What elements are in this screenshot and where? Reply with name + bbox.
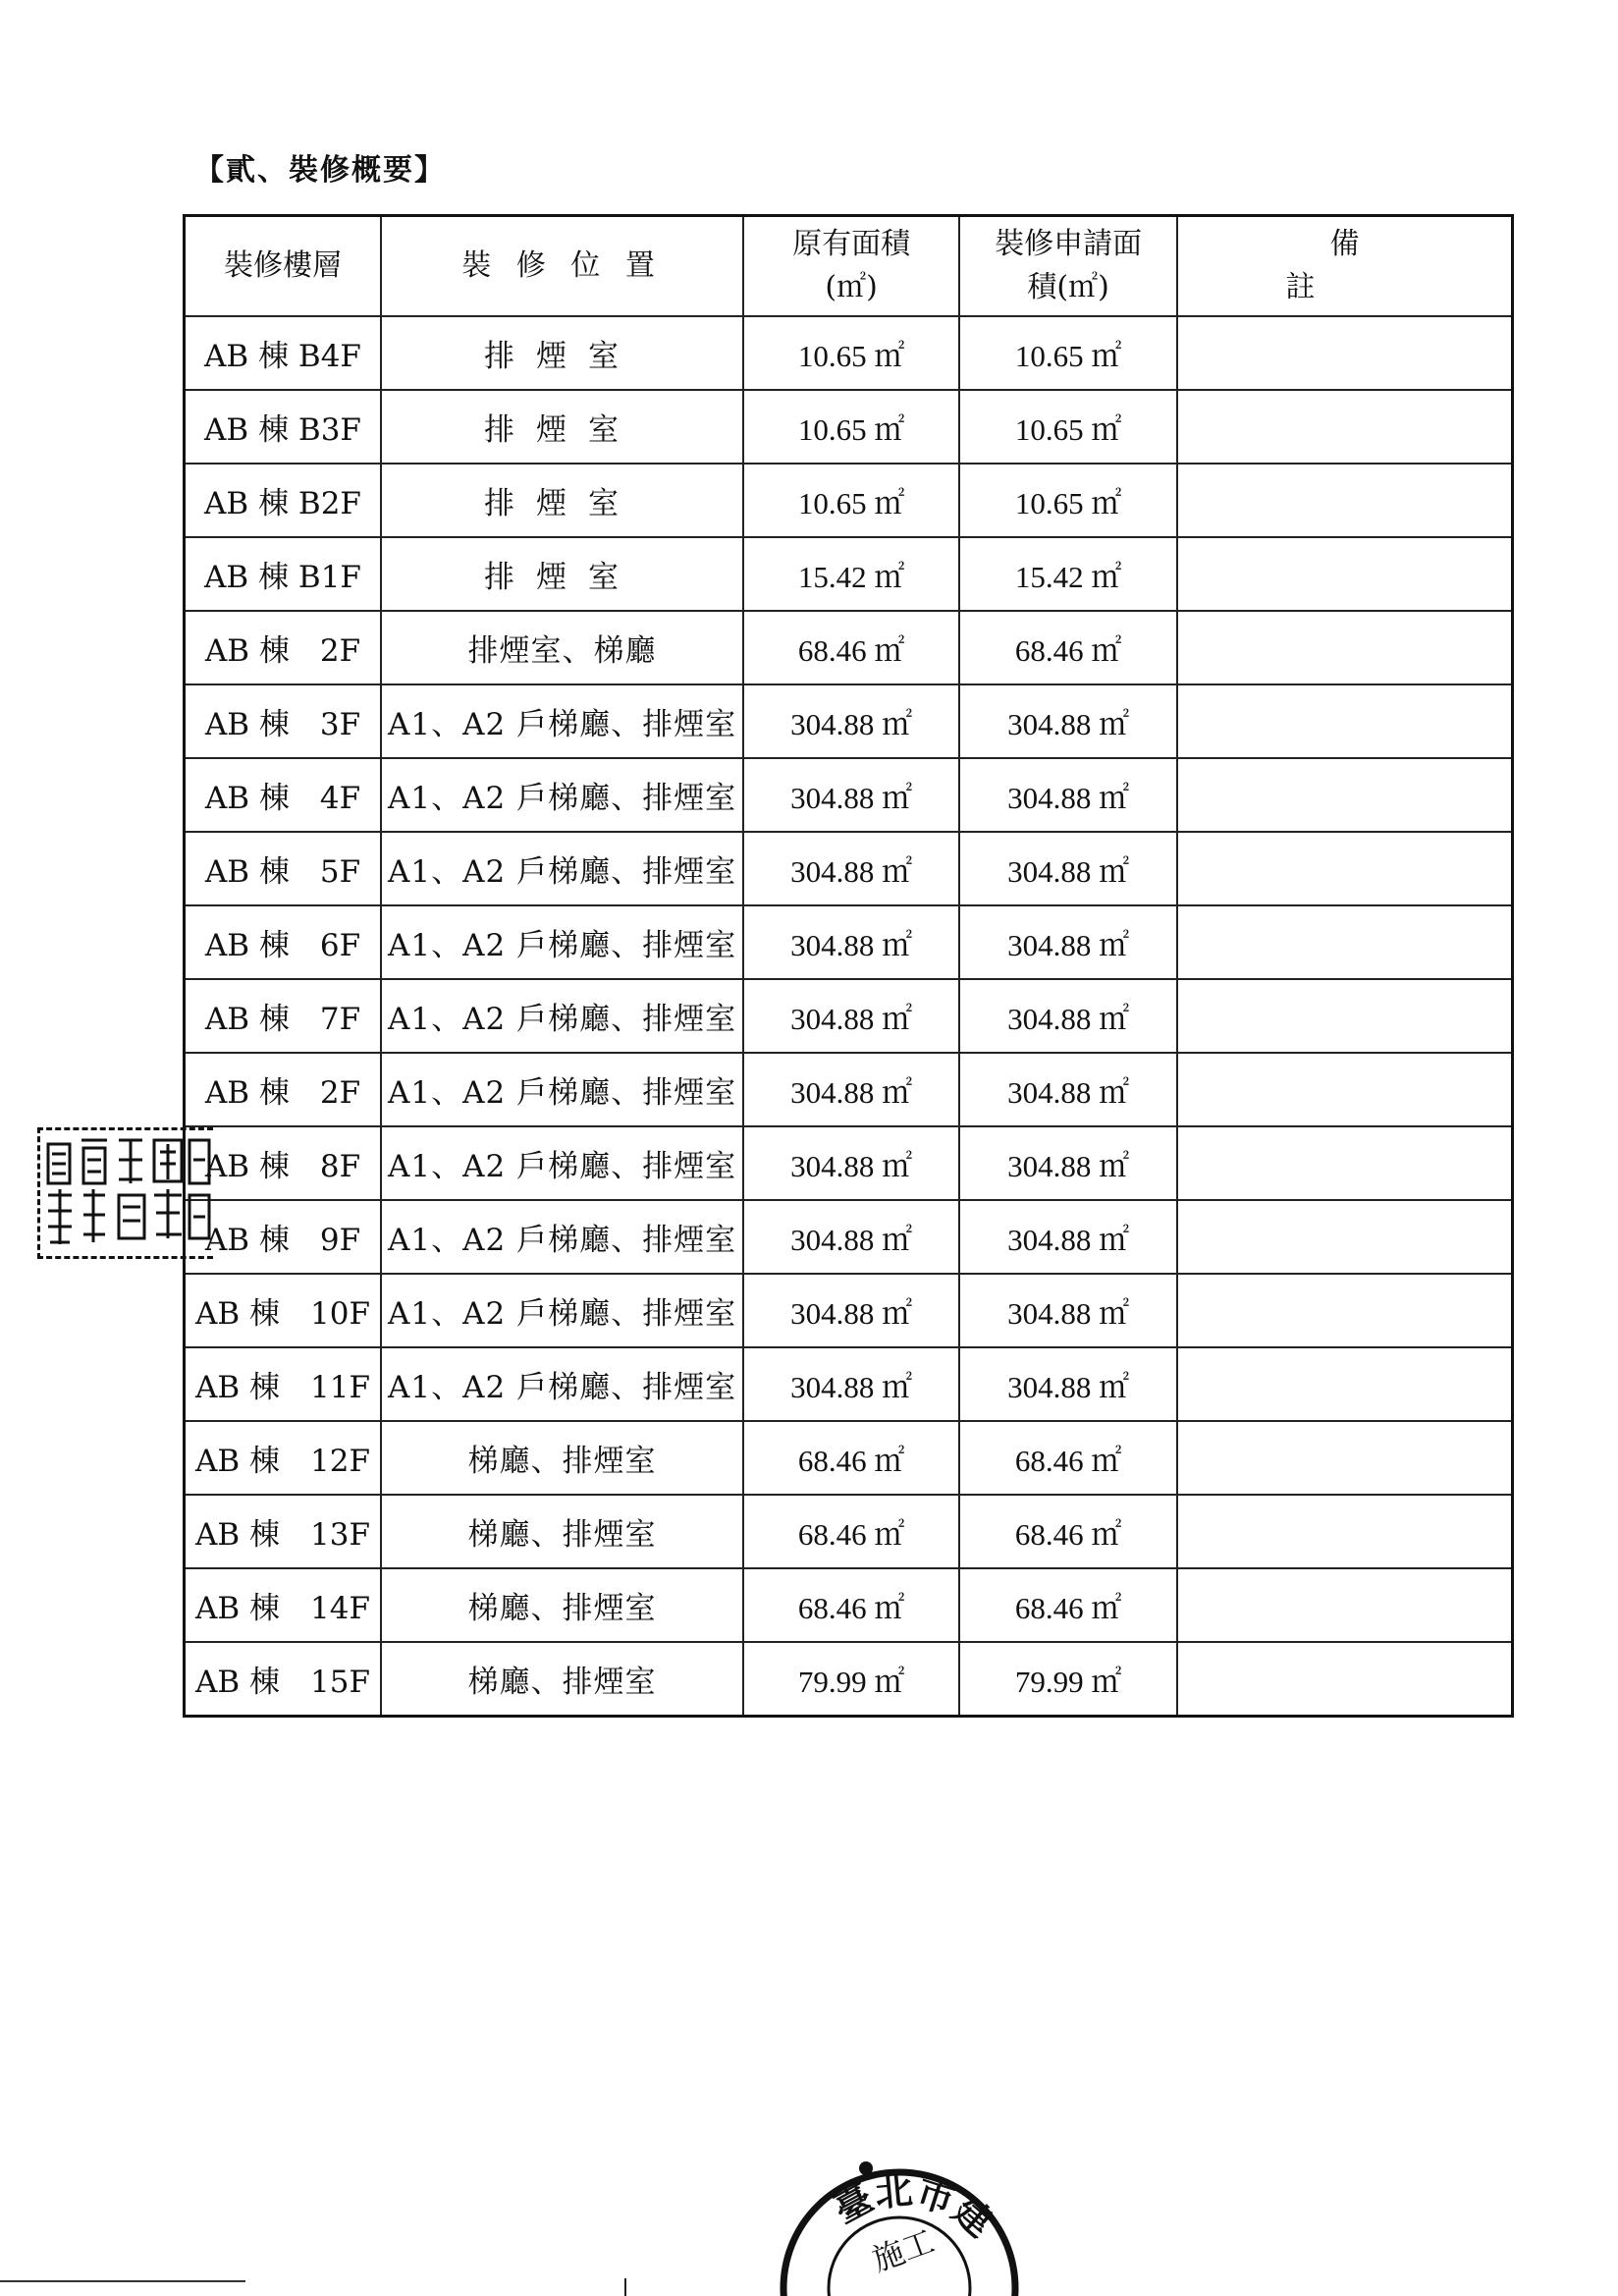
bottom-seal-arc-text: 臺北市建 (826, 2167, 1002, 2246)
applied-area-cell: 68.46 ㎡ (959, 1568, 1177, 1642)
applied-area-cell: 10.65 ㎡ (959, 316, 1177, 390)
original-area-cell: 15.42 ㎡ (743, 537, 959, 611)
original-area-cell: 304.88 ㎡ (743, 905, 959, 979)
position-cell: 梯廳、排煙室 (381, 1421, 743, 1495)
applied-area-cell: 304.88 ㎡ (959, 905, 1177, 979)
note-cell (1177, 537, 1512, 611)
table-row (185, 316, 1513, 390)
bottom-seal-inner-text: 施工 (867, 2221, 940, 2279)
original-area-cell: 304.88 ㎡ (743, 979, 959, 1053)
floor-cell: AB 棟 14F (185, 1568, 382, 1642)
table-row (185, 684, 1513, 758)
floor-cell: AB 棟 B2F (185, 464, 382, 537)
table-row (185, 1053, 1513, 1126)
table-row (185, 1274, 1513, 1347)
position-cell: A1、A2 戶梯廳、排煙室 (381, 1347, 743, 1421)
original-area-cell: 10.65 ㎡ (743, 316, 959, 390)
section-title: 【貳、裝修概要】 (194, 153, 446, 188)
table-row (185, 611, 1513, 684)
original-area-cell: 68.46 ㎡ (743, 1421, 959, 1495)
position-cell: A1、A2 戶梯廳、排煙室 (381, 1126, 743, 1200)
original-area-cell: 304.88 ㎡ (743, 1053, 959, 1126)
floor-cell: AB 棟 6F (185, 905, 382, 979)
note-cell (1177, 1274, 1512, 1347)
position-cell: 排煙室 (381, 390, 743, 464)
note-cell (1177, 1126, 1512, 1200)
table-row (185, 1347, 1513, 1421)
position-cell: A1、A2 戶梯廳、排煙室 (381, 1053, 743, 1126)
original-area-cell: 79.99 ㎡ (743, 1642, 959, 1717)
note-cell (1177, 1421, 1512, 1495)
floor-cell: AB 棟 B1F (185, 537, 382, 611)
note-cell (1177, 758, 1512, 832)
note-cell (1177, 464, 1512, 537)
floor-cell: AB 棟 4F (185, 758, 382, 832)
position-cell: A1、A2 戶梯廳、排煙室 (381, 832, 743, 905)
floor-cell: AB 棟 B3F (185, 390, 382, 464)
applied-area-cell: 15.42 ㎡ (959, 537, 1177, 611)
table-row (185, 1200, 1513, 1274)
applied-area-cell: 304.88 ㎡ (959, 832, 1177, 905)
header-position (381, 216, 743, 317)
table-header-row (185, 216, 1513, 317)
original-area-cell: 68.46 ㎡ (743, 611, 959, 684)
applied-area-cell: 79.99 ㎡ (959, 1642, 1177, 1717)
applied-area-cell: 68.46 ㎡ (959, 1495, 1177, 1568)
floor-cell: AB 棟 8F (185, 1126, 382, 1200)
floor-cell: AB 棟 5F (185, 832, 382, 905)
original-area-cell: 10.65 ㎡ (743, 390, 959, 464)
table-row (185, 1126, 1513, 1200)
table-row (185, 1568, 1513, 1642)
footer-line (0, 2280, 245, 2282)
header-applied-area-line2: 積(㎡) (1027, 270, 1109, 304)
position-cell: 排煙室、梯廳 (381, 611, 743, 684)
position-cell: 排煙室 (381, 464, 743, 537)
table-row (185, 1421, 1513, 1495)
note-cell (1177, 390, 1512, 464)
note-cell (1177, 1347, 1512, 1421)
original-area-cell: 10.65 ㎡ (743, 464, 959, 537)
original-area-cell: 304.88 ㎡ (743, 1200, 959, 1274)
table-row (185, 979, 1513, 1053)
floor-cell: AB 棟 13F (185, 1495, 382, 1568)
position-cell: A1、A2 戶梯廳、排煙室 (381, 684, 743, 758)
note-cell (1177, 1053, 1512, 1126)
header-original-area (743, 216, 959, 317)
position-cell: 排煙室 (381, 537, 743, 611)
header-note: 備註 (1177, 216, 1512, 317)
applied-area-cell: 10.65 ㎡ (959, 464, 1177, 537)
note-cell (1177, 316, 1512, 390)
applied-area-cell: 304.88 ㎡ (959, 979, 1177, 1053)
position-cell: A1、A2 戶梯廳、排煙室 (381, 979, 743, 1053)
floor-cell: AB 棟 10F (185, 1274, 382, 1347)
bottom-seal-graphic (772, 2141, 1027, 2296)
original-area-cell: 68.46 ㎡ (743, 1568, 959, 1642)
position-cell: A1、A2 戶梯廳、排煙室 (381, 1274, 743, 1347)
bottom-seal-stamp (772, 2141, 1027, 2296)
applied-area-cell: 304.88 ㎡ (959, 1126, 1177, 1200)
table-body (185, 316, 1513, 1717)
original-area-cell: 304.88 ㎡ (743, 1347, 959, 1421)
floor-cell: AB 棟 11F (185, 1347, 382, 1421)
floor-cell: AB 棟 15F (185, 1642, 382, 1717)
table-row (185, 832, 1513, 905)
original-area-cell: 68.46 ㎡ (743, 1495, 959, 1568)
note-cell (1177, 905, 1512, 979)
floor-cell: AB 棟 2F (185, 611, 382, 684)
position-cell: A1、A2 戶梯廳、排煙室 (381, 905, 743, 979)
position-cell: A1、A2 戶梯廳、排煙室 (381, 1200, 743, 1274)
floor-cell: AB 棟 7F (185, 979, 382, 1053)
note-cell (1177, 684, 1512, 758)
position-cell: 排煙室 (381, 316, 743, 390)
header-floor: 裝修樓層 (185, 216, 382, 317)
floor-cell: AB 棟 9F (185, 1200, 382, 1274)
note-cell (1177, 611, 1512, 684)
position-cell: 梯廳、排煙室 (381, 1642, 743, 1717)
floor-cell: AB 棟 B4F (185, 316, 382, 390)
note-cell (1177, 1495, 1512, 1568)
applied-area-cell: 304.88 ㎡ (959, 758, 1177, 832)
floor-cell: AB 棟 3F (185, 684, 382, 758)
table-row (185, 537, 1513, 611)
note-cell (1177, 832, 1512, 905)
original-area-cell: 304.88 ㎡ (743, 1126, 959, 1200)
note-cell (1177, 979, 1512, 1053)
table-row (185, 758, 1513, 832)
renovation-summary-table (183, 214, 1514, 1718)
header-applied-area-line1: 裝修申請面 (995, 227, 1143, 261)
position-cell: 梯廳、排煙室 (381, 1495, 743, 1568)
original-area-cell: 304.88 ㎡ (743, 684, 959, 758)
position-cell: A1、A2 戶梯廳、排煙室 (381, 758, 743, 832)
original-area-cell: 304.88 ㎡ (743, 1274, 959, 1347)
footer-tick (624, 2278, 626, 2296)
note-cell (1177, 1200, 1512, 1274)
applied-area-cell: 304.88 ㎡ (959, 684, 1177, 758)
applied-area-cell: 68.46 ㎡ (959, 611, 1177, 684)
applied-area-cell: 304.88 ㎡ (959, 1347, 1177, 1421)
floor-cell: AB 棟 12F (185, 1421, 382, 1495)
table-row (185, 390, 1513, 464)
applied-area-cell: 68.46 ㎡ (959, 1421, 1177, 1495)
header-position-label: 裝 修 位 置 (461, 248, 663, 283)
left-seal-text (40, 1130, 213, 1256)
note-cell (1177, 1642, 1512, 1717)
original-area-cell: 304.88 ㎡ (743, 832, 959, 905)
header-original-area-line2: (㎡) (825, 270, 878, 304)
table-row (185, 1495, 1513, 1568)
applied-area-cell: 304.88 ㎡ (959, 1274, 1177, 1347)
note-cell (1177, 1568, 1512, 1642)
position-cell: 梯廳、排煙室 (381, 1568, 743, 1642)
applied-area-cell: 304.88 ㎡ (959, 1200, 1177, 1274)
applied-area-cell: 304.88 ㎡ (959, 1053, 1177, 1126)
applied-area-cell: 10.65 ㎡ (959, 390, 1177, 464)
original-area-cell: 304.88 ㎡ (743, 758, 959, 832)
table-row (185, 905, 1513, 979)
left-seal-stamp (37, 1127, 213, 1259)
header-applied-area (959, 216, 1177, 317)
table-row (185, 464, 1513, 537)
floor-cell: AB 棟 2F (185, 1053, 382, 1126)
header-original-area-line1: 原有面積 (792, 227, 911, 261)
table-row (185, 1642, 1513, 1717)
